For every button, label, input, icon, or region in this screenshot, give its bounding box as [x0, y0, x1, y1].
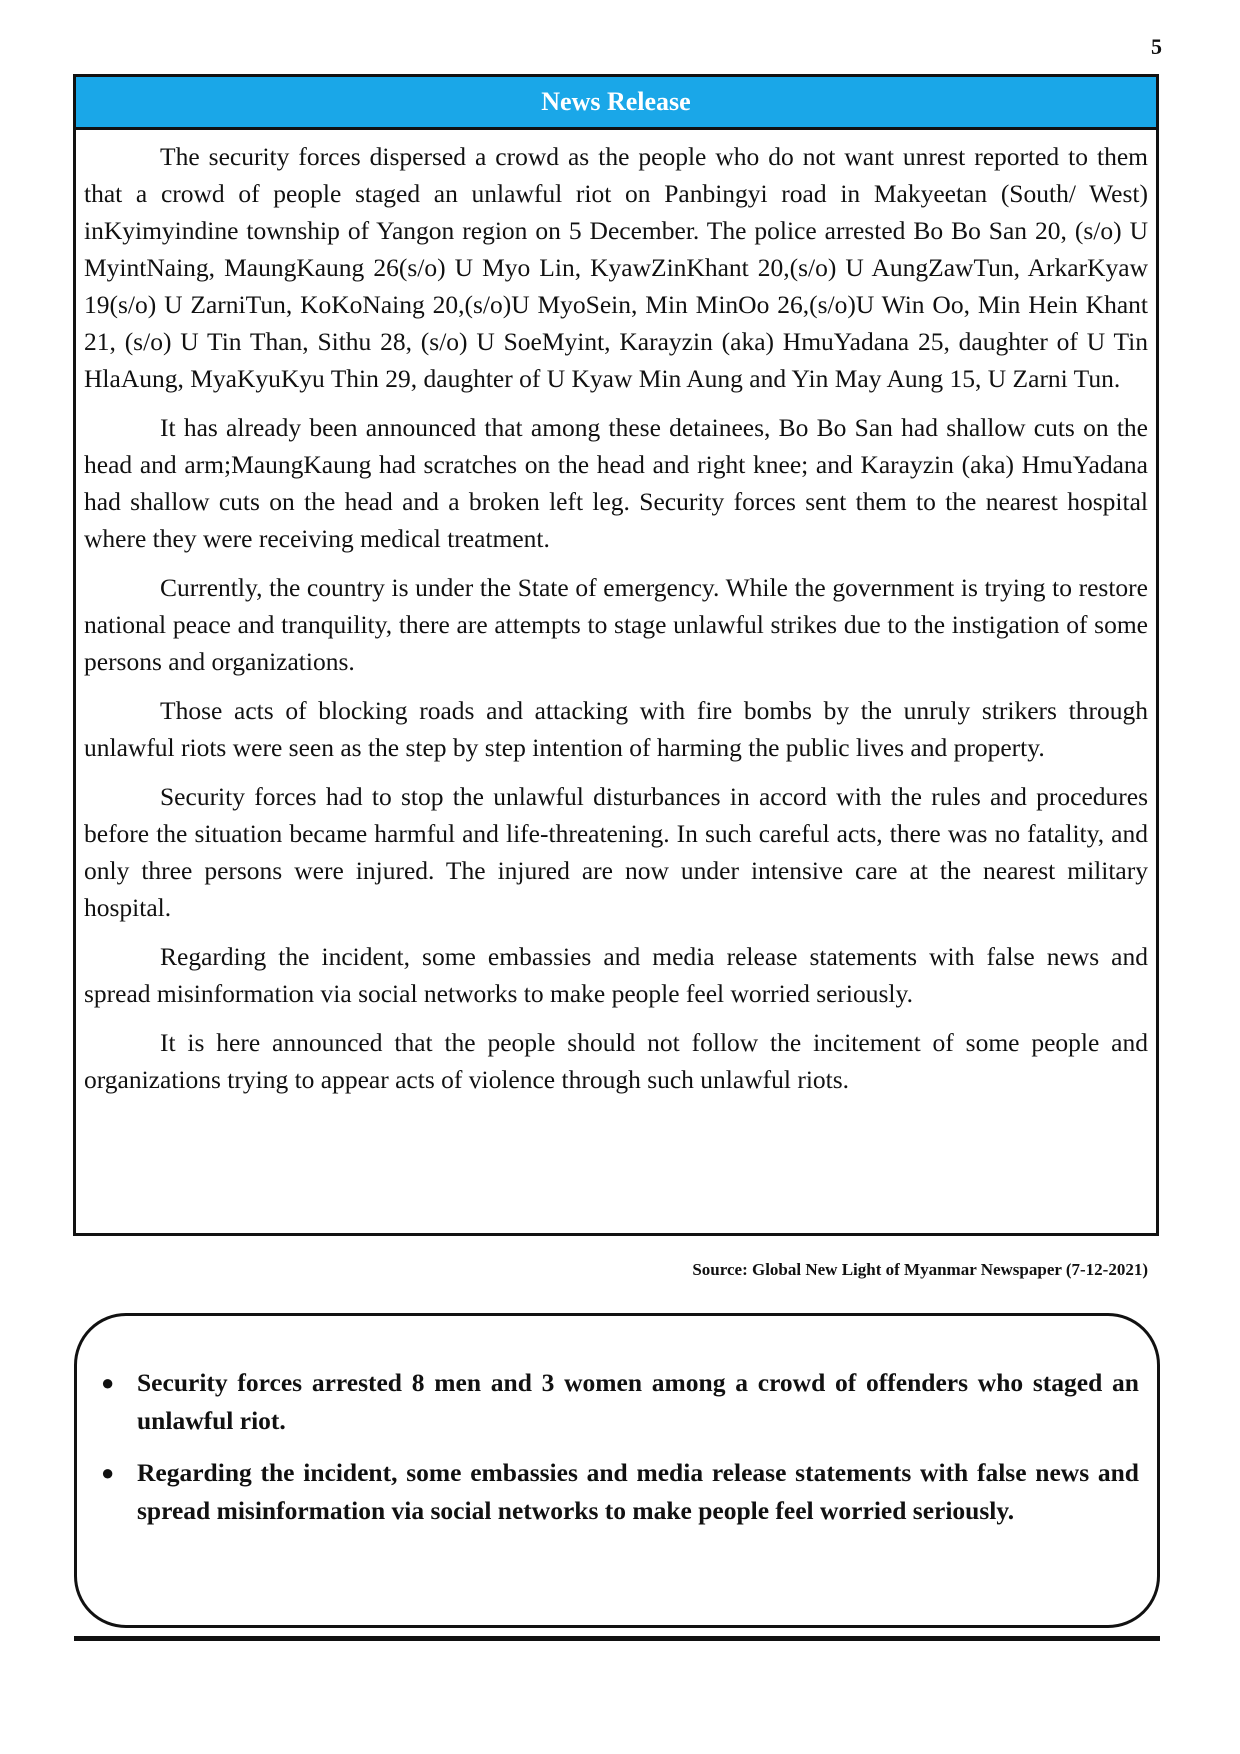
release-paragraph-4: Those acts of blocking roads and attacking with fire bombs by the unruly strikers through unlawful riots were seen as the step by step intention of harming the public lives and property. — [84, 696, 1148, 762]
release-paragraph-2: It has already been announced that among these detainees, Bo Bo San had shallow cuts on the head and arm;MaungKaung had scratches on the head and right knee; and Karayzin (aka) HmuYadana had shallow cuts on the head and a broken left leg. Security forces sent them to the nearest hospital where they were receiving medical treatment. — [84, 413, 1148, 553]
news-release-box — [73, 74, 1159, 1236]
summary-item — [101, 1454, 1139, 1530]
bottom-divider — [74, 1636, 1160, 1641]
news-release-header — [76, 77, 1156, 130]
summary-text: Security forces arrested 8 men and 3 women among a crowd of offenders who staged an unlawful riot. — [137, 1368, 1139, 1435]
summary-text: Regarding the incident, some embassies and media release statements with false news and spread misinformation via social networks to make people feel worried seriously. — [137, 1458, 1139, 1525]
release-paragraph-5: Security forces had to stop the unlawful disturbances in accord with the rules and procedures before the situation became harmful and life-threatening. In such careful acts, there was no fatality, and only three persons were injured. The injured are now under intensive care at the nearest military hospital. — [84, 782, 1148, 922]
news-release-title: News Release — [541, 87, 691, 116]
release-paragraph-3: Currently, the country is under the State of emergency. While the government is trying to restore national peace and tranquility, there are attempts to stage unlawful strikes due to the instigation of some persons and organizations. — [84, 573, 1148, 676]
bullet-icon: ● — [101, 1370, 115, 1395]
summary-box — [74, 1313, 1160, 1628]
summary-list — [77, 1364, 1157, 1544]
release-paragraph-7: It is here announced that the people should not follow the incitement of some people and organizations trying to appear acts of violence through such unlawful riots. — [84, 1028, 1148, 1094]
summary-item — [101, 1364, 1139, 1440]
release-paragraph-6: Regarding the incident, some embassies and media release statements with false news and spread misinformation via social networks to make people feel worried seriously. — [84, 942, 1148, 1008]
news-release-body — [76, 130, 1156, 1098]
bullet-icon: ● — [101, 1460, 115, 1485]
release-paragraph-1: The security forces dispersed a crowd as the people who do not want unrest reported to them that a crowd of people staged an unlawful riot on Panbingyi road in Makyeetan (South/ West) inKyimyindine township of Yangon region on 5 December. The police arrested Bo Bo San 20, (s/o) U MyintNaing, MaungKaung 26(s/o) U Myo Lin, KyawZinKhant 20,(s/o) U AungZawTun, ArkarKyaw 19(s/o) U ZarniTun, KoKoNaing 20,(s/o)U MyoSein, Min MinOo 26,(s/o)U Win Oo, Min Hein Khant 21, (s/o) U Tin Than, Sithu 28, (s/o) U SoeMyint, Karayzin (aka) HmuYadana 25, daughter of U Tin HlaAung, MyaKyuKyu Thin 29, daughter of U Kyaw Min Aung and Yin May Aung 15, U Zarni Tun. — [84, 142, 1148, 393]
source-citation: Source: Global New Light of Myanmar Newspaper (7-12-2021) — [692, 1260, 1148, 1279]
page-number: 5 — [1151, 34, 1162, 59]
